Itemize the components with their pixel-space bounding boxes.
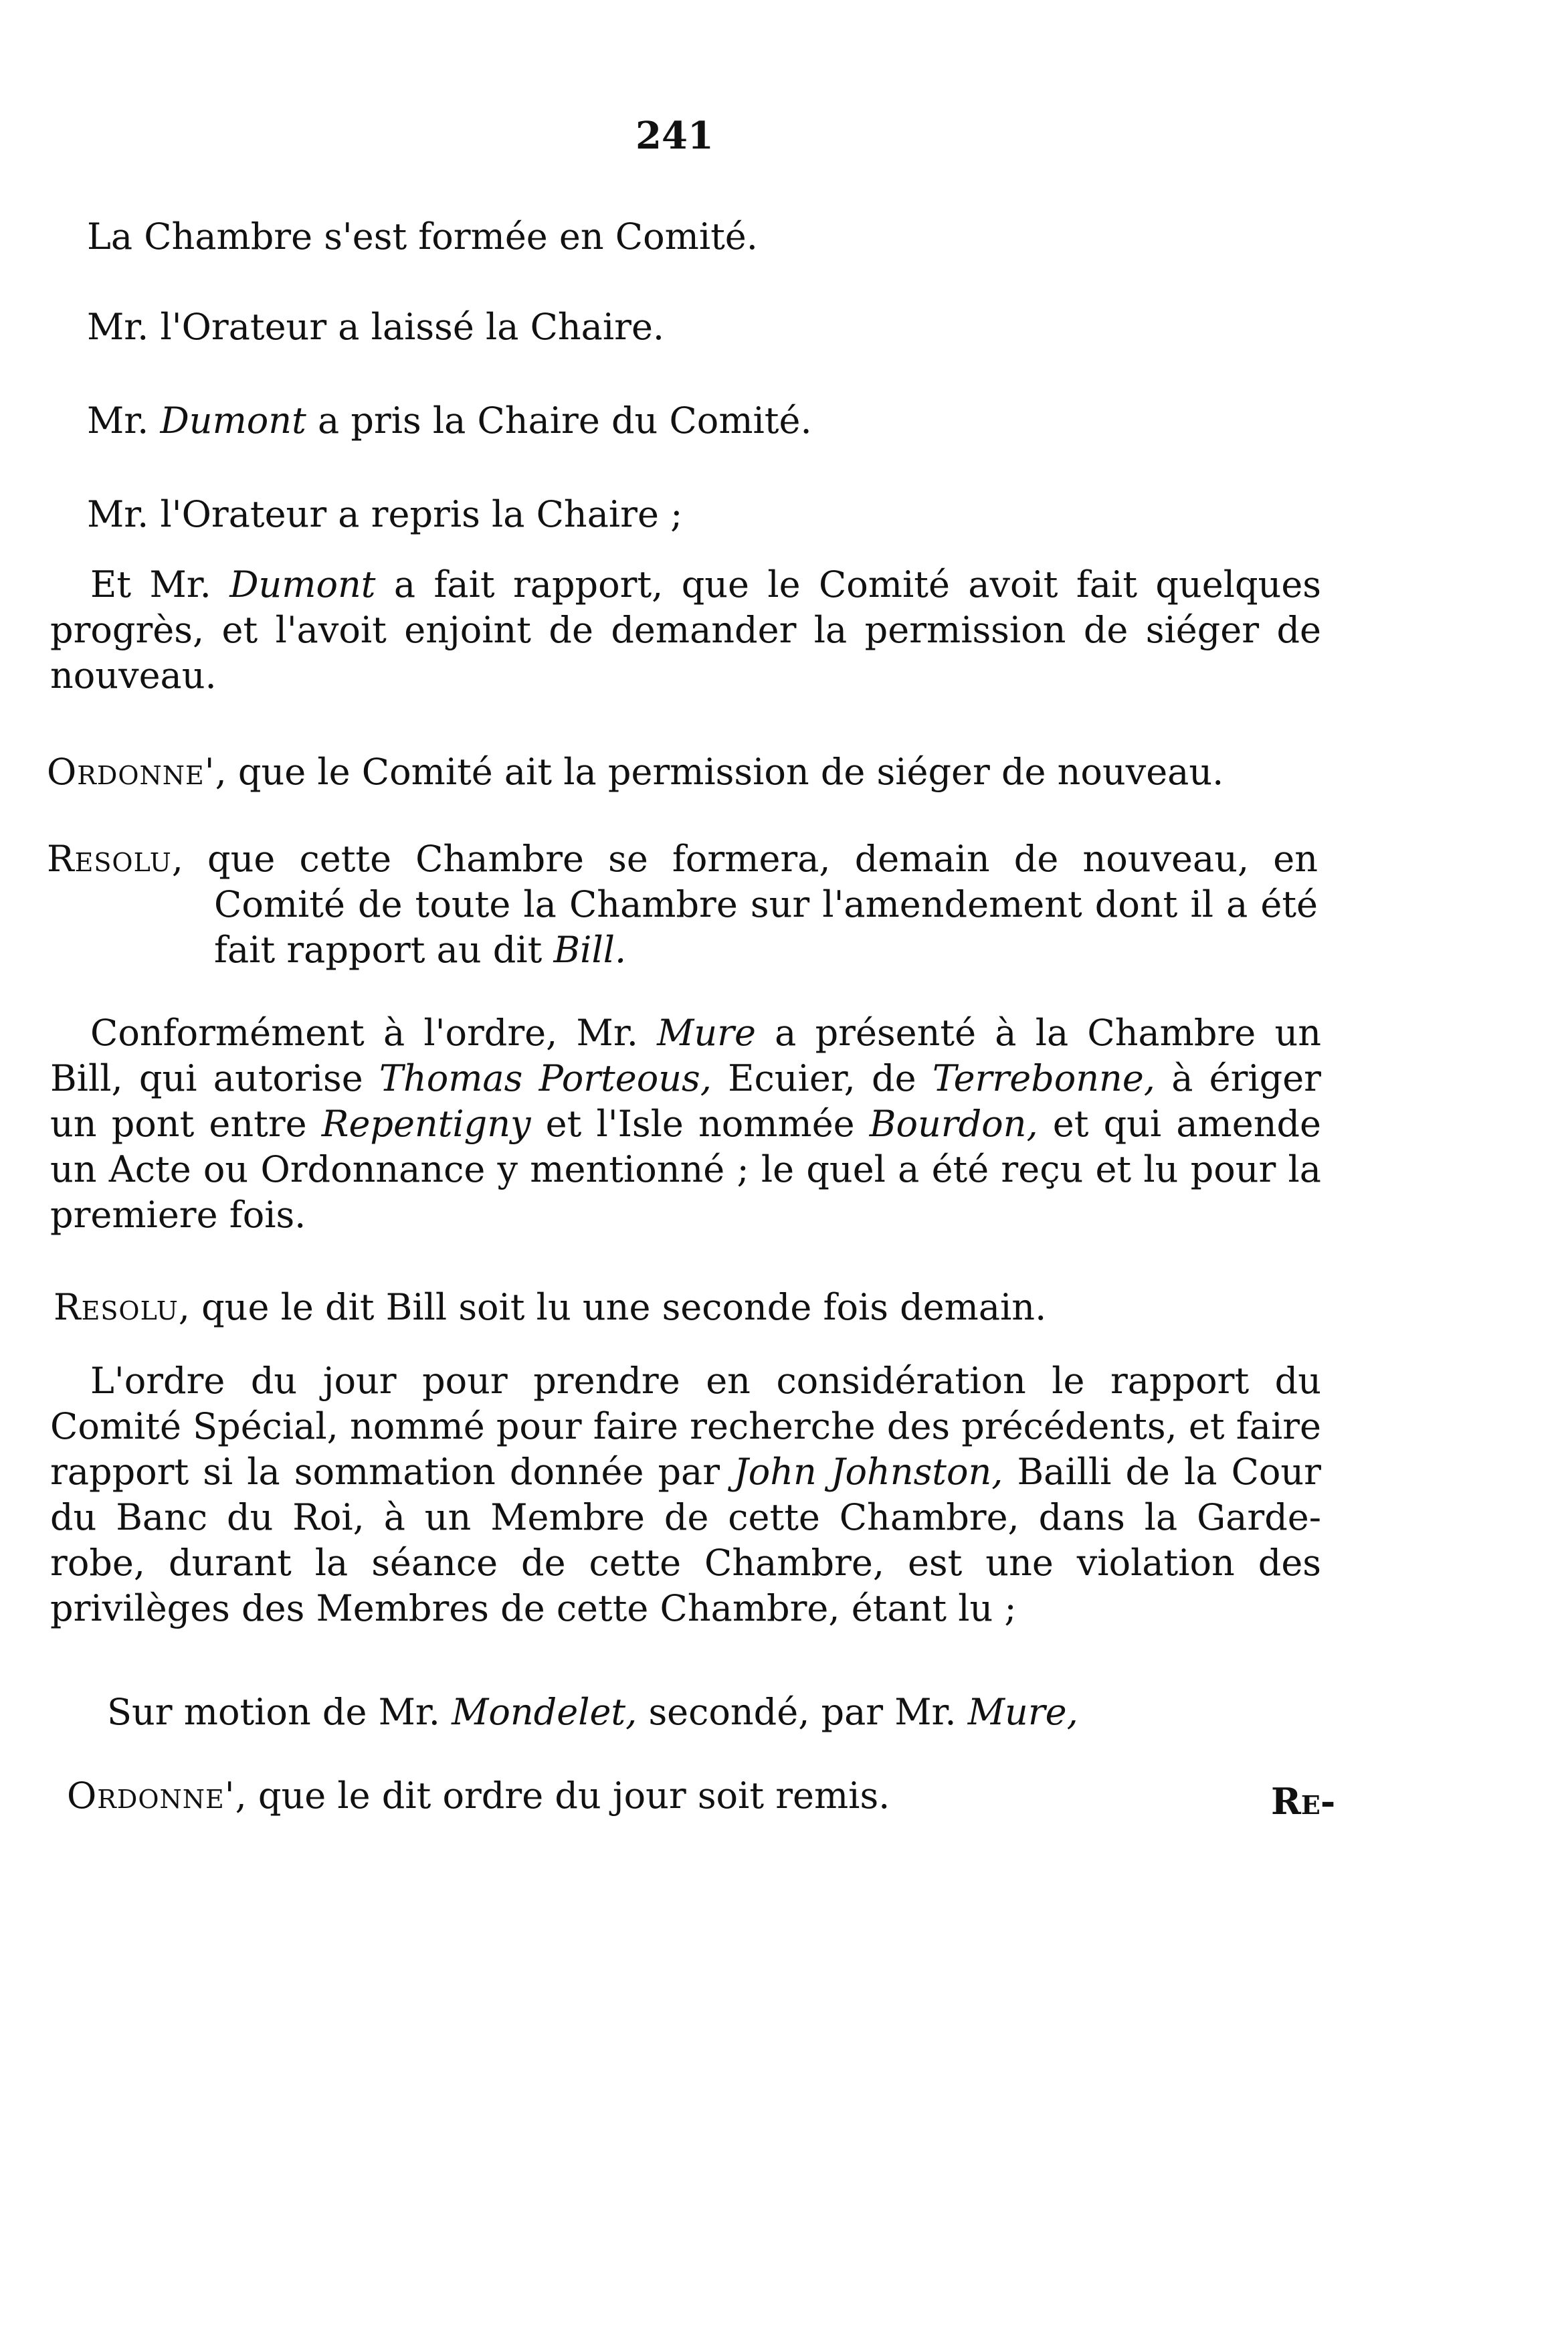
line-dumont-chaire: [87, 398, 812, 444]
label-ordonne: Ordonne': [47, 751, 215, 793]
name-dumont-2: Dumont: [229, 563, 376, 606]
resolution-seconde-lecture: [54, 1285, 1046, 1330]
line-orateur-repris: Mr. l'Orateur a repris la Chaire ;: [87, 493, 683, 535]
word-bill: Bill.: [553, 929, 627, 971]
place-bourdon: Bourdon,: [869, 1103, 1038, 1145]
name-thomas-porteous: Thomas Porteous,: [379, 1057, 712, 1099]
text-run: L'ordre du jour pour prendre en considération le rapport du Comité Spécial, nommé pour faire recherche des précédents, et faire rapport si la sommation donnée par: [50, 1360, 1321, 1493]
text-run: Ecuier, de: [711, 1057, 933, 1099]
text-run: , que le Comité ait la permission de siéger de nouveau.: [215, 751, 1224, 793]
text-run: , que le dit Bill soit lu une seconde fois demain.: [178, 1286, 1047, 1328]
order-permission: [47, 749, 1223, 795]
catchword: Re-: [1271, 1780, 1336, 1823]
text-run: et qui amende un Acte ou Ordonnance y mentionné ; le quel a été reçu et lu pour la premiere fois.: [50, 1103, 1321, 1236]
name-mure: Mure: [657, 1012, 756, 1054]
order-remis: [67, 1773, 890, 1819]
place-terrebonne: Terrebonne,: [932, 1057, 1155, 1099]
label-resolu-2: Resolu: [54, 1286, 179, 1328]
text-run: Et Mr.: [90, 563, 230, 606]
text-run: Conformément à l'ordre, Mr.: [90, 1012, 658, 1054]
name-mondelet: Mondelet,: [452, 1691, 638, 1733]
text-run: a présenté à la Chambre un Bill, qui autorise: [50, 1012, 1321, 1099]
place-repentigny: Repentigny: [321, 1103, 531, 1145]
resolution-comite: [47, 836, 1318, 973]
text-run: Mr.: [87, 399, 161, 442]
line-orateur-laisse: Mr. l'Orateur a laissé la Chaire.: [87, 306, 665, 348]
paragraph-rapport: [50, 562, 1321, 699]
label-ordonne-2: Ordonne': [67, 1775, 235, 1817]
text-run: a pris la Chaire du Comité.: [306, 399, 812, 442]
line-sur-motion: [107, 1690, 1078, 1735]
text-run: a fait rapport, que le Comité avoit fait quelques progrès, et l'avoit enjoint de demander la permission de siéger de nouveau.: [50, 563, 1321, 697]
line-chambre-formee: La Chambre s'est formée en Comité.: [87, 215, 758, 258]
name-mure-2: Mure,: [967, 1691, 1078, 1733]
page-number: 241: [635, 114, 714, 158]
text-run: et l'Isle nommée: [530, 1103, 870, 1145]
text-run: , que le dit ordre du jour soit remis.: [235, 1775, 890, 1817]
paragraph-ordre-du-jour: [50, 1358, 1321, 1631]
text-run: secondé, par Mr.: [637, 1691, 968, 1733]
text-run: Bailli de la Cour du Banc du Roi, à un Membre de cette Chambre, dans la Garde-robe, durant la séance de cette Chambre, est une violation des privilèges des Membres de cette Chambre, étant lu ;: [50, 1451, 1321, 1629]
paragraph-bill-porteous: [50, 1010, 1321, 1238]
label-resolu: Resolu: [47, 838, 172, 880]
name-dumont: Dumont: [160, 399, 306, 442]
text-run: , que cette Chambre se formera, demain de nouveau, en Comité de toute la Chambre sur l'amendement dont il a été fait rapport au dit: [171, 838, 1318, 971]
text-run: Sur motion de Mr.: [107, 1691, 452, 1733]
text-run: à ériger un pont entre: [50, 1057, 1321, 1145]
name-john-johnston: John Johnston,: [734, 1451, 1003, 1493]
